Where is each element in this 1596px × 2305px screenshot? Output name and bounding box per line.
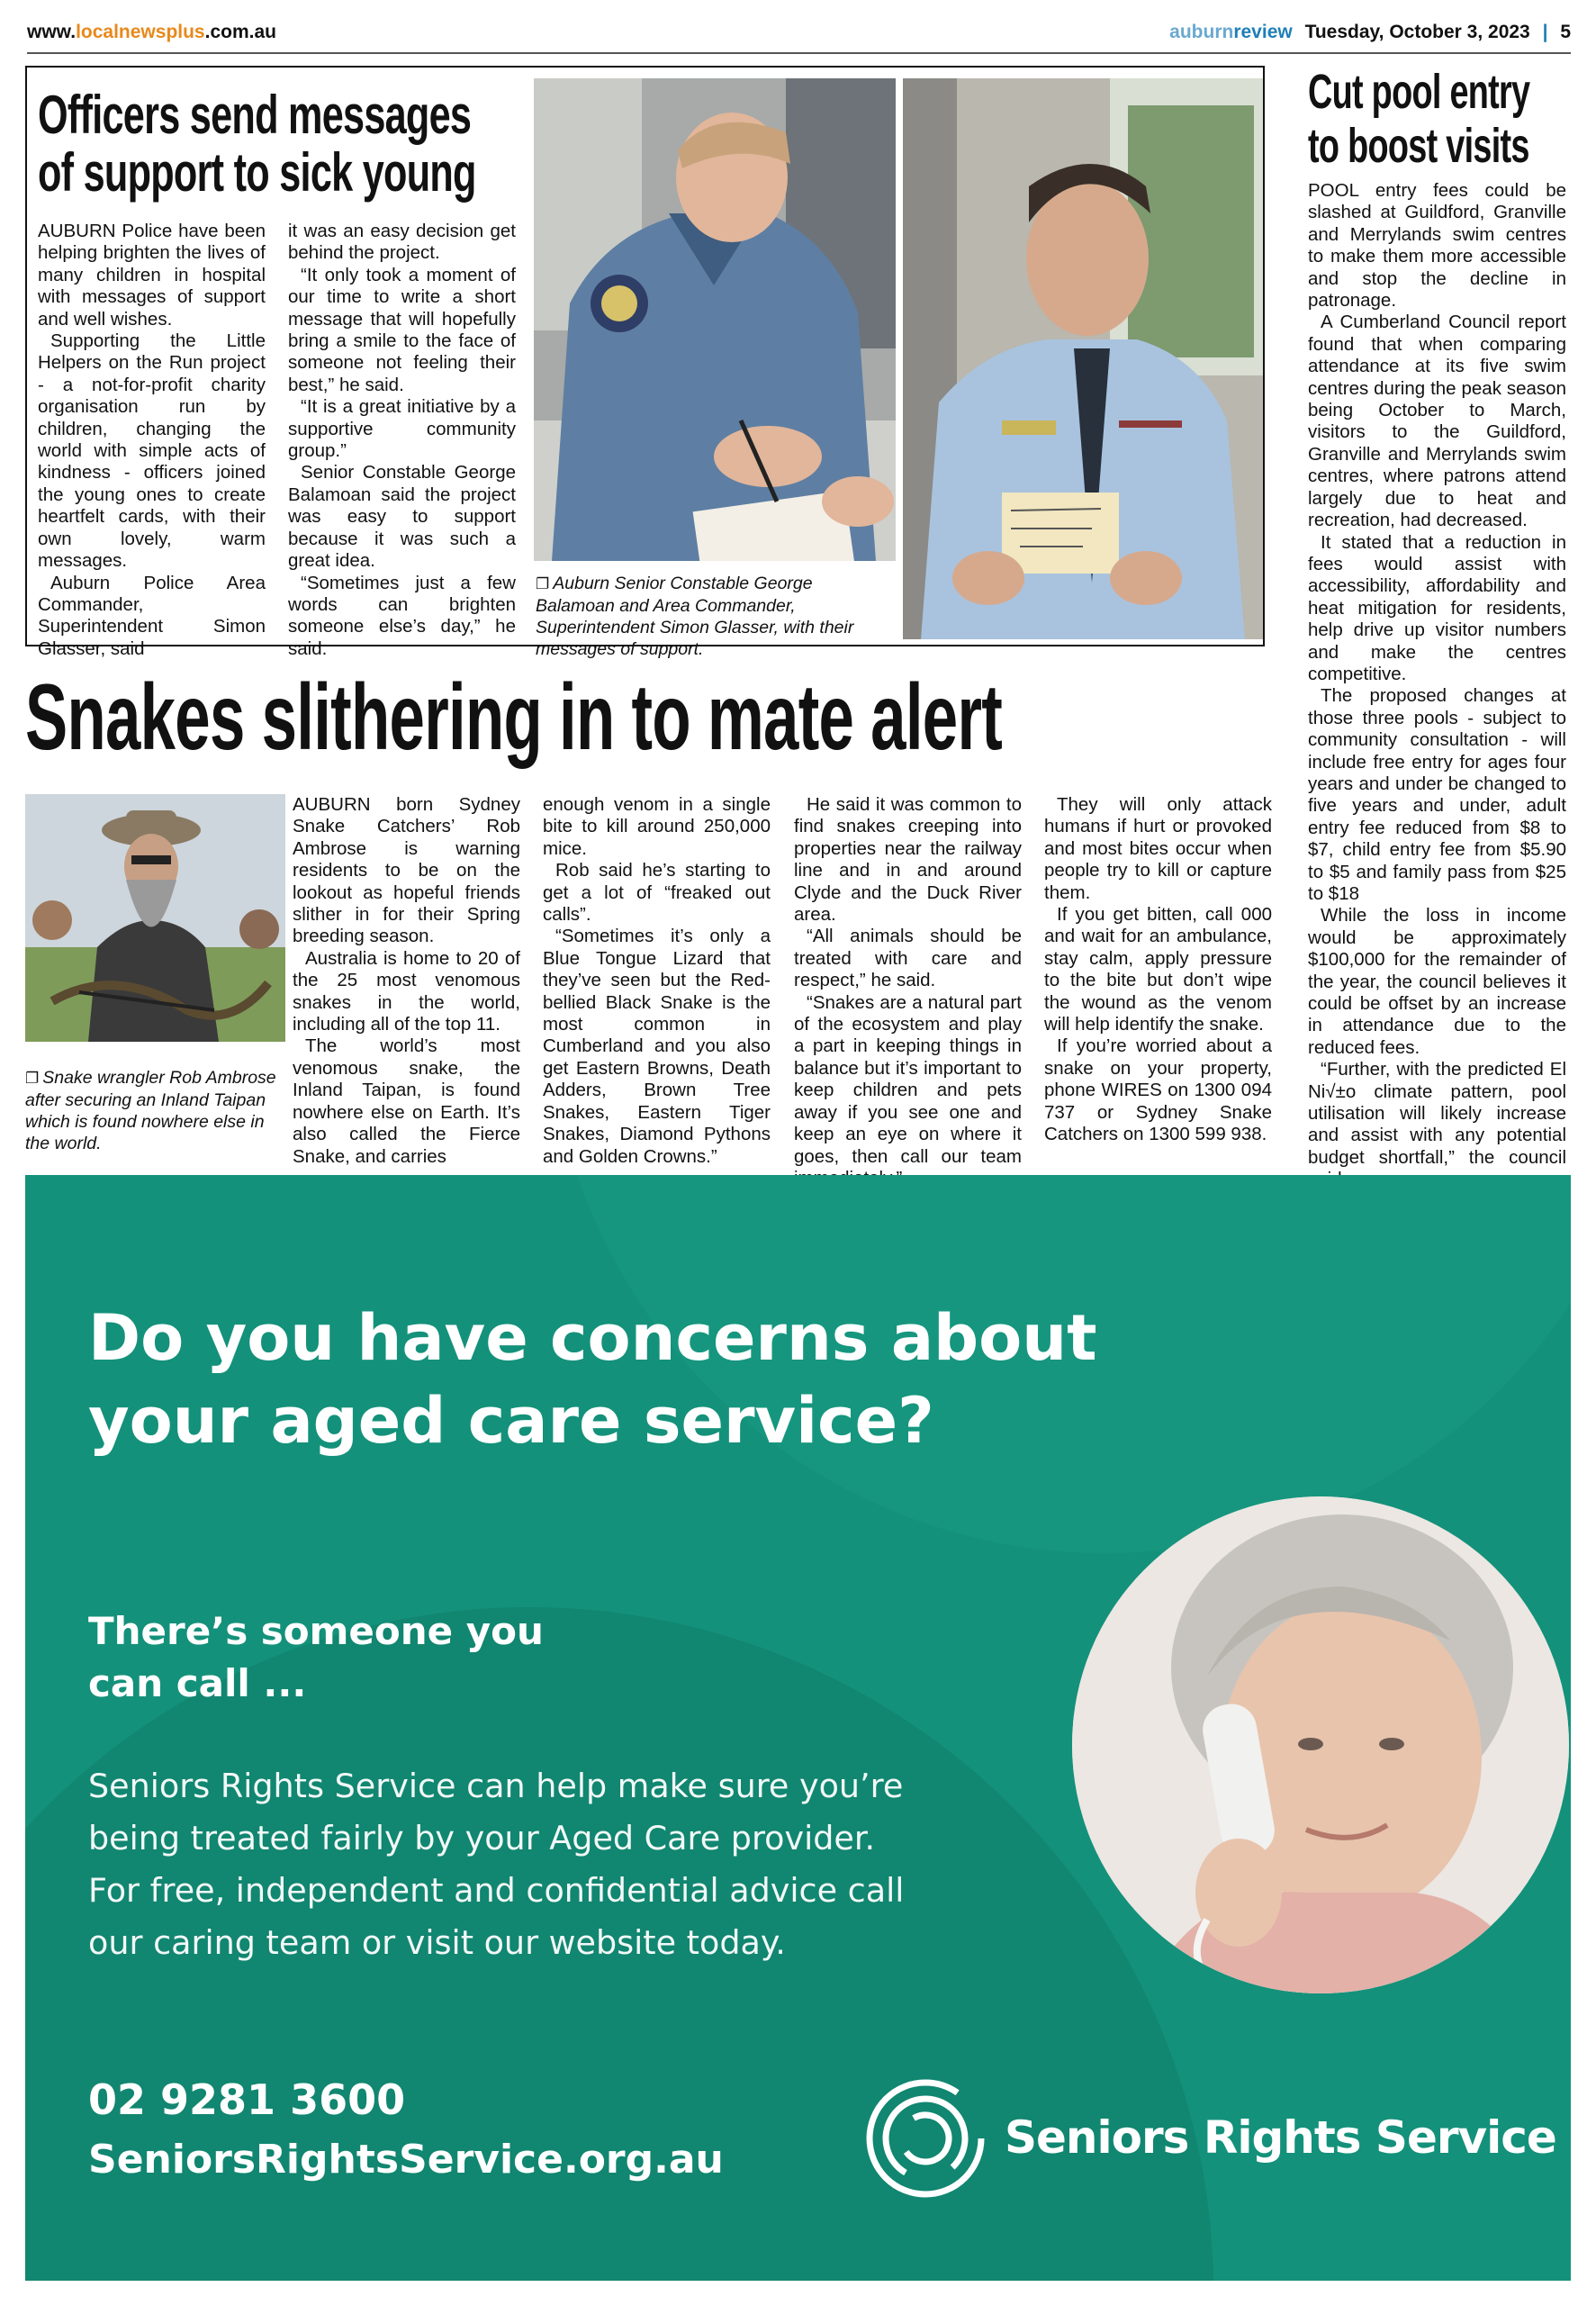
issue-date: Tuesday, October 3, 2023 (1304, 22, 1530, 42)
snake-col1-p1: AUBURN born Sydney Snake Catchers’ Rob Ambrose is warning residents to be on the lookout as hopeful friends slither in for their Spring breeding season. (293, 794, 520, 947)
website-prefix: www. (27, 22, 77, 42)
masthead-separator: | (1542, 22, 1548, 42)
website-brand: localnewsplus (76, 22, 205, 42)
pool-headline-line1: Cut pool entry (1308, 65, 1530, 119)
logo-text: Seniors Rights Service (1005, 2111, 1556, 2164)
advert-website[interactable]: SeniorsRightsService.org.au (88, 2137, 724, 2183)
pool-p4: The proposed changes at those three pools - subject to community consultation - will include free entry for ages four years and under be changed to five years and under, adult entry fee reduced from $8 to $7, child entry fee from $5.90 to $5 and family pass from $25 to $18 (1308, 685, 1566, 904)
advert-subhead (88, 1605, 544, 1710)
section-flag (1169, 22, 1571, 43)
snake-col3-p1: He said it was common to find snakes creeping into properties near the railway line and in and around Clyde and the Duck River area. (794, 794, 1022, 926)
snake-caption-marker: ❐ (25, 1070, 40, 1087)
commander-photo (903, 78, 1263, 639)
advert-headline (88, 1297, 1097, 1462)
snake-col4-p1: They will only attack humans if hurt or provoked and most bites occur when people try to kill or capture them. (1044, 794, 1272, 903)
officers-headline (38, 86, 550, 202)
snake-col4-p2: If you get bitten, call 000 and wait for an ambulance, stay calm, apply pressure to the bite but don’t wipe the wound as the venom will help identify the snake. (1044, 904, 1272, 1035)
pool-story-body (1308, 180, 1566, 1191)
snake-col2 (543, 794, 771, 1168)
advert-headline-line1: Do you have concerns about (88, 1301, 1097, 1375)
pool-p2: A Cumberland Council report found that when comparing attendance at its five swim centres during the peak season being October to March, visitors to the Guildford, Granville and Merrylands swim centres, where patrons attend largely due to heat and recreation, had decreased. (1308, 312, 1566, 531)
officers-col1 (38, 221, 266, 660)
section-name-part2: review (1233, 22, 1293, 42)
seniors-rights-logo[interactable] (862, 2075, 1556, 2201)
advert-body-line4: our caring team or visit our website today. (88, 1923, 786, 1962)
snake-col3-p3: “Snakes are a natural part of the ecosystem and play a part in keeping things in balance but it’s important to keep children and pets away if you see one and keep an eye on where it goes, then call our team (794, 991, 1022, 1167)
advert-body-line1: Seniors Rights Service can help make sure you’re (88, 1767, 904, 1805)
pool-headline (1308, 65, 1573, 173)
snake-col2-p2: Rob said he’s starting to get a lot of “freaked out calls”. (543, 860, 771, 926)
officers-photo-caption (536, 573, 896, 660)
snake-photo-caption (25, 1067, 286, 1154)
snake-wrangler-photo (25, 794, 285, 1042)
officers-col1-p2: Supporting the Little Helpers on the Run project - a not-for-profit charity organisation run by children, changing the world with simple acts of kindness - officers joined the young ones to create heartfelt cards, with their own lovely, warm messages. (38, 330, 266, 572)
page-number: 5 (1560, 22, 1571, 42)
advert-subhead-line2: can call ... (88, 1661, 307, 1705)
snake-col2-p3: “Sometimes it’s only a Blue Tongue Lizard that they’ve seen but the Red-bellied Black Snake is the most common in Cumberland and you also get Eastern Browns, Death Adders, Brown Tree Snakes, Eastern Tiger Snakes, Diamond Pythons and Golden Crowns.” (543, 926, 771, 1167)
snake-col1 (293, 794, 520, 1168)
aged-care-advert[interactable] (25, 1175, 1571, 2281)
officer-writing-photo (534, 78, 896, 561)
officers-col2-p3: “It is a great initiative by a supportive community group.” (288, 396, 516, 462)
snake-col4 (1044, 794, 1272, 1146)
logo-circles-icon (862, 2075, 988, 2201)
officers-col2-p1: it was an easy decision get behind the project. (288, 221, 516, 264)
pool-headline-line2: to boost visits (1308, 119, 1529, 173)
officer-writing-illustration (534, 78, 896, 561)
website-url[interactable] (27, 22, 276, 43)
snake-col4-p3: If you’re worried about a snake on your property, phone WIRES on 1300 094 737 or Sydney Snake Catchers on 1300 599 938. (1044, 1035, 1272, 1145)
officers-caption-text: Auburn Senior Constable George Balamoan and Area Commander, Superintendent Simon Glasser, with their messages of support. (536, 574, 854, 659)
caption-marker: ❐ (536, 575, 550, 592)
advert-phone[interactable]: 02 9281 3600 (88, 2075, 406, 2124)
officers-col2 (288, 221, 516, 660)
officers-headline-line2: of support to sick young (38, 142, 476, 203)
senior-woman-photo (1072, 1496, 1569, 1993)
advert-headline-line2: your aged care service? (88, 1384, 934, 1458)
officers-headline-line1: Officers send messages (38, 85, 472, 145)
snake-col3-p2: “All animals should be treated with care and respect,” he said. (794, 926, 1022, 991)
officers-col2-p5: “Sometimes just a few words can brighten someone else’s day,” he said. (288, 572, 516, 659)
snake-col1-p2: Australia is home to 20 of the 25 most venomous snakes in the world, including all of the top 11. (293, 947, 520, 1035)
snake-wrangler-illustration (25, 794, 285, 1042)
advert-body (88, 1760, 904, 1969)
officers-col1-p3: Auburn Police Area Commander, Superintendent Simon Glasser, said (38, 572, 266, 659)
pool-p3: It stated that a reduction in fees would assist with accessibility, affordability and heat mitigation for residents, help drive up visitor numbers and make the centres competitive. (1308, 531, 1566, 684)
masthead-divider (27, 52, 1571, 54)
advert-body-line2: being treated fairly by your Aged Care provider. (88, 1819, 876, 1858)
masthead (27, 20, 1571, 56)
snake-col2-p1: enough venom in a single bite to kill around 250,000 mice. (543, 794, 771, 859)
snake-col3 (794, 794, 1022, 1189)
advert-subhead-line1: There’s someone you (88, 1609, 544, 1653)
snake-col1-p3: The world’s most venomous snake, the Inland Taipan, is found nowhere else on Earth. It’s also called the Fierce Snake, and carries (293, 1035, 520, 1167)
advert-body-line3: For free, independent and confidential advice call (88, 1871, 905, 1910)
section-name-part1: auburn (1169, 22, 1234, 42)
website-suffix: .com.au (204, 22, 276, 42)
commander-illustration (903, 78, 1263, 639)
officers-col2-p2: “It only took a moment of our time to write a short message that will hopefully bring a smile to the face of someone not feeling their best,” he said. (288, 264, 516, 395)
officers-col2-p4: Senior Constable George Balamoan said the project was easy to support because it was such a great idea. (288, 462, 516, 572)
pool-p5: While the loss in income would be approximately $100,000 for the remainder of the year, the council believes it could be offset by an increase in attendance due to the reduced fees. (1308, 905, 1566, 1058)
snake-headline: Snakes slithering in to mate alert (25, 665, 1003, 770)
pool-p6: “Further, with the predicted El Ni√±o climate pattern, pool utilisation will likely increase and assist with any potential budget shortfall,” the council (1308, 1059, 1566, 1168)
officers-col1-p1: AUBURN Police have been helping brighten the lives of many children in hospital with messages of support and well wishes. (38, 221, 266, 330)
senior-woman-illustration (1072, 1496, 1569, 1993)
pool-p1: POOL entry fees could be slashed at Guildford, Granville and Merrylands swim centres to make them more accessible and stop the decline in patronage. (1308, 180, 1566, 312)
snake-caption-text: Snake wrangler Rob Ambrose after securing an Inland Taipan which is found nowhere else in the world. (25, 1068, 276, 1153)
